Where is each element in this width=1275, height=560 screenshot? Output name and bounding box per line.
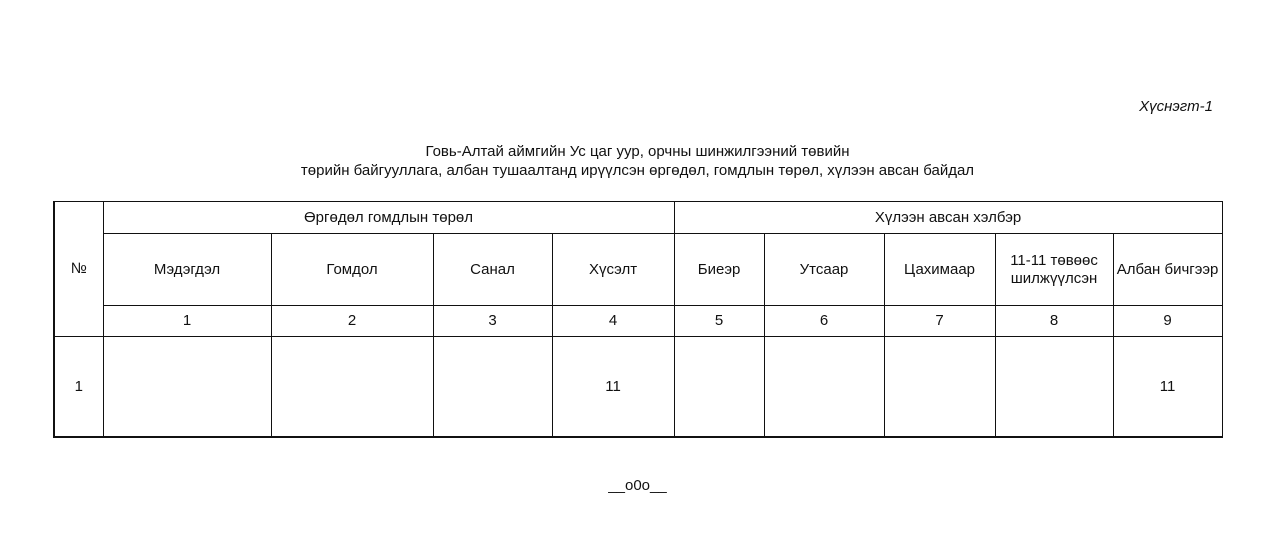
column-number: 9 (1113, 306, 1222, 337)
group-header-complaint-type: Өргөдөл гомдлын төрөл (103, 202, 674, 234)
number-header: № (54, 202, 103, 337)
column-number: 1 (103, 306, 271, 337)
appendix-label: Хүснэгт-1 (1139, 98, 1213, 115)
column-header: Цахимаар (884, 234, 995, 306)
column-number: 3 (433, 306, 552, 337)
document-title (0, 142, 1275, 180)
title-line-1: Говь-Алтай аймгийн Ус цаг уур, орчны шинжилгээний төвийн (425, 143, 850, 160)
group-header-row (54, 202, 1222, 234)
column-header: 11-11 төвөөс шилжүүлсэн (995, 234, 1113, 306)
row-number: 1 (54, 337, 103, 438)
group-header-received-form: Хүлээн авсан хэлбэр (674, 202, 1222, 234)
table-cell (271, 337, 433, 438)
table-cell (995, 337, 1113, 438)
column-header: Гомдол (271, 234, 433, 306)
column-header: Хүсэлт (552, 234, 674, 306)
column-number: 6 (764, 306, 884, 337)
column-header: Утсаар (764, 234, 884, 306)
table-row (54, 337, 1222, 438)
table-cell (674, 337, 764, 438)
complaints-table (53, 201, 1223, 438)
column-header-row (54, 234, 1222, 306)
column-number: 2 (271, 306, 433, 337)
column-header: Мэдэгдэл (103, 234, 271, 306)
title-line-2: төрийн байгууллага, албан тушаалтанд ирүүлсэн өргөдөл, гомдлын төрөл, хүлээн авсан байдал (300, 162, 975, 179)
table-cell (764, 337, 884, 438)
column-number: 7 (884, 306, 995, 337)
column-header: Албан бичгээр (1113, 234, 1222, 306)
column-number-row (54, 306, 1222, 337)
table-cell: 11 (1113, 337, 1222, 438)
column-header: Санал (433, 234, 552, 306)
column-number: 5 (674, 306, 764, 337)
table-cell (884, 337, 995, 438)
table-cell (433, 337, 552, 438)
table-cell (103, 337, 271, 438)
column-header: Биеэр (674, 234, 764, 306)
column-number: 8 (995, 306, 1113, 337)
table-cell: 11 (552, 337, 674, 438)
footer-mark: __o0o__ (608, 477, 667, 494)
column-number: 4 (552, 306, 674, 337)
